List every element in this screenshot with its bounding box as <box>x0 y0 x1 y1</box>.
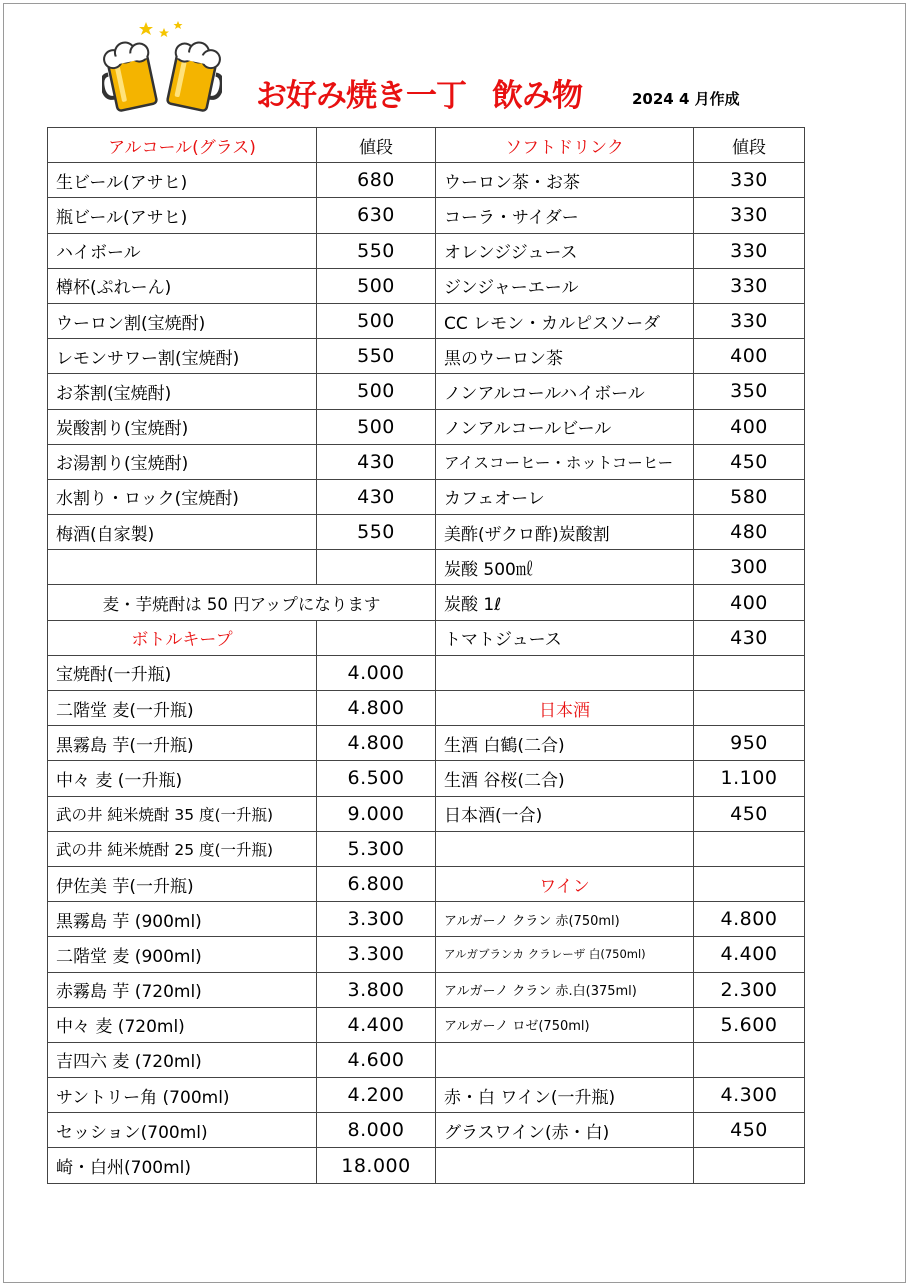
drink-price: 500 <box>317 374 436 409</box>
drink-price: 950 <box>694 726 805 761</box>
drink-name: ウーロン茶・お茶 <box>436 163 694 198</box>
empty-cell <box>436 1042 694 1077</box>
drink-name: 赤・白 ワイン(一升瓶) <box>436 1078 694 1113</box>
table-row <box>48 585 805 620</box>
drink-price: 330 <box>694 163 805 198</box>
drink-price: 330 <box>694 268 805 303</box>
drink-price: 680 <box>317 163 436 198</box>
table-row <box>48 1007 805 1042</box>
drink-name: オレンジジュース <box>436 233 694 268</box>
empty-cell <box>436 655 694 690</box>
drink-name: 黒のウーロン茶 <box>436 339 694 374</box>
drink-price: 550 <box>317 233 436 268</box>
table-row <box>48 268 805 303</box>
drink-name: トマトジュース <box>436 620 694 655</box>
table-row <box>48 163 805 198</box>
drink-name: 日本酒(一合) <box>436 796 694 831</box>
drink-name: 崎・白州(700ml) <box>48 1148 317 1183</box>
drink-name: アルガブランカ クラレーザ 白(750ml) <box>436 937 694 972</box>
empty-cell <box>694 1148 805 1183</box>
drink-price: 4.300 <box>694 1078 805 1113</box>
empty-cell <box>317 620 436 655</box>
table-row <box>48 198 805 233</box>
drink-price: 2.300 <box>694 972 805 1007</box>
drink-price: 480 <box>694 515 805 550</box>
table-row <box>48 937 805 972</box>
drink-name: アルガーノ クラン 赤(750ml) <box>436 902 694 937</box>
drink-price: 3.300 <box>317 937 436 972</box>
drink-price: 330 <box>694 303 805 338</box>
table-row <box>48 691 805 726</box>
drink-name: CC レモン・カルピスソーダ <box>436 303 694 338</box>
table-row <box>48 444 805 479</box>
drink-name: サントリー角 (700ml) <box>48 1078 317 1113</box>
empty-cell <box>694 1042 805 1077</box>
page-title <box>256 70 582 115</box>
drink-name: 生酒 谷桜(二合) <box>436 761 694 796</box>
table-row <box>48 972 805 1007</box>
drink-name: 赤霧島 芋 (720ml) <box>48 972 317 1007</box>
empty-cell <box>436 831 694 866</box>
drink-price: 4.800 <box>694 902 805 937</box>
shochu-surcharge-note: 麦・芋焼酎は 50 円アップになります <box>48 585 436 620</box>
drink-name: 宝焼酎(一升瓶) <box>48 655 317 690</box>
table-row <box>48 374 805 409</box>
table-row <box>48 1078 805 1113</box>
drink-price: 450 <box>694 444 805 479</box>
section-header-soft-drinks: ソフトドリンク <box>436 128 694 163</box>
drink-name: 炭酸 500㎖ <box>436 550 694 585</box>
drink-price: 4.200 <box>317 1078 436 1113</box>
drink-name: 水割り・ロック(宝焼酎) <box>48 479 317 514</box>
section-header-sake: 日本酒 <box>436 691 694 726</box>
drink-price: 430 <box>317 479 436 514</box>
drink-price: 5.600 <box>694 1007 805 1042</box>
drink-price: 450 <box>694 1113 805 1148</box>
title-main: お好み焼き一丁 <box>256 78 466 114</box>
table-row <box>48 1148 805 1183</box>
table-row <box>48 339 805 374</box>
drink-price: 1.100 <box>694 761 805 796</box>
drink-menu-table <box>47 127 805 1184</box>
drink-price: 430 <box>317 444 436 479</box>
price-header: 値段 <box>694 128 805 163</box>
drink-price: 4.800 <box>317 726 436 761</box>
drink-name: 生ビール(アサヒ) <box>48 163 317 198</box>
drink-name: セッション(700ml) <box>48 1113 317 1148</box>
drink-price: 9.000 <box>317 796 436 831</box>
drink-name: グラスワイン(赤・白) <box>436 1113 694 1148</box>
drink-price: 4.400 <box>317 1007 436 1042</box>
table-row <box>48 479 805 514</box>
drink-name: 樽杯(ぷれーん) <box>48 268 317 303</box>
section-header-bottle-keep: ボトルキープ <box>48 620 317 655</box>
drink-name: 武の井 純米焼酎 25 度(一升瓶) <box>48 831 317 866</box>
drink-price: 5.300 <box>317 831 436 866</box>
drink-name: アイスコーヒー・ホットコーヒー <box>436 444 694 479</box>
empty-cell <box>694 831 805 866</box>
drink-price: 4.000 <box>317 655 436 690</box>
drink-price: 330 <box>694 198 805 233</box>
table-row <box>48 515 805 550</box>
created-date: 2024 4 月作成 <box>632 90 740 108</box>
header-row <box>48 128 805 163</box>
drink-name: 黒霧島 芋 (900ml) <box>48 902 317 937</box>
drink-price: 4.800 <box>317 691 436 726</box>
empty-cell <box>694 866 805 901</box>
drink-price: 3.300 <box>317 902 436 937</box>
drink-name: 美酢(ザクロ酢)炭酸割 <box>436 515 694 550</box>
drink-name: アルガーノ クラン 赤.白(375ml) <box>436 972 694 1007</box>
drink-name: お湯割り(宝焼酎) <box>48 444 317 479</box>
drink-price: 550 <box>317 515 436 550</box>
table-row <box>48 796 805 831</box>
drink-name: 中々 麦 (720ml) <box>48 1007 317 1042</box>
table-row <box>48 655 805 690</box>
drink-price: 580 <box>694 479 805 514</box>
drink-price: 430 <box>694 620 805 655</box>
beer-mugs-cheers-icon <box>102 18 222 114</box>
drink-name: 炭酸割り(宝焼酎) <box>48 409 317 444</box>
empty-cell <box>317 550 436 585</box>
drink-price: 450 <box>694 796 805 831</box>
drink-price: 6.500 <box>317 761 436 796</box>
table-row <box>48 726 805 761</box>
section-header-alcohol-glass: アルコール(グラス) <box>48 128 317 163</box>
drink-name: 中々 麦 (一升瓶) <box>48 761 317 796</box>
drink-price: 8.000 <box>317 1113 436 1148</box>
drink-name: 黒霧島 芋(一升瓶) <box>48 726 317 761</box>
drink-price: 400 <box>694 409 805 444</box>
drink-name: 武の井 純米焼酎 35 度(一升瓶) <box>48 796 317 831</box>
section-header-wine: ワイン <box>436 866 694 901</box>
table-row <box>48 1113 805 1148</box>
drink-name: レモンサワー割(宝焼酎) <box>48 339 317 374</box>
drink-name: 梅酒(自家製) <box>48 515 317 550</box>
drink-price: 4.600 <box>317 1042 436 1077</box>
table-row <box>48 831 805 866</box>
table-row <box>48 1042 805 1077</box>
drink-name: 吉四六 麦 (720ml) <box>48 1042 317 1077</box>
drink-price: 6.800 <box>317 866 436 901</box>
drink-name: ジンジャーエール <box>436 268 694 303</box>
table-row <box>48 303 805 338</box>
table-row <box>48 620 805 655</box>
table-row <box>48 233 805 268</box>
price-header: 値段 <box>317 128 436 163</box>
drink-name: ウーロン割(宝焼酎) <box>48 303 317 338</box>
drink-price: 400 <box>694 585 805 620</box>
table-row <box>48 902 805 937</box>
table-row <box>48 866 805 901</box>
empty-cell <box>694 691 805 726</box>
table-row <box>48 409 805 444</box>
drink-price: 3.800 <box>317 972 436 1007</box>
table-row <box>48 761 805 796</box>
drink-name: カフェオーレ <box>436 479 694 514</box>
empty-cell <box>436 1148 694 1183</box>
drink-price: 550 <box>317 339 436 374</box>
drink-name: ノンアルコールビール <box>436 409 694 444</box>
drink-price: 400 <box>694 339 805 374</box>
drink-price: 18.000 <box>317 1148 436 1183</box>
drink-name: ノンアルコールハイボール <box>436 374 694 409</box>
drink-price: 630 <box>317 198 436 233</box>
drink-price: 300 <box>694 550 805 585</box>
empty-cell <box>48 550 317 585</box>
drink-name: 二階堂 麦 (900ml) <box>48 937 317 972</box>
drink-name: 生酒 白鶴(二合) <box>436 726 694 761</box>
drink-price: 4.400 <box>694 937 805 972</box>
drink-price: 500 <box>317 303 436 338</box>
drink-name: 二階堂 麦(一升瓶) <box>48 691 317 726</box>
title-sub: 飲み物 <box>492 78 582 114</box>
drink-name: 炭酸 1ℓ <box>436 585 694 620</box>
drink-name: コーラ・サイダー <box>436 198 694 233</box>
drink-name: 瓶ビール(アサヒ) <box>48 198 317 233</box>
drink-price: 330 <box>694 233 805 268</box>
drink-name: ハイボール <box>48 233 317 268</box>
drink-price: 350 <box>694 374 805 409</box>
drink-price: 500 <box>317 268 436 303</box>
drink-name: お茶割(宝焼酎) <box>48 374 317 409</box>
empty-cell <box>694 655 805 690</box>
drink-price: 500 <box>317 409 436 444</box>
table-row <box>48 550 805 585</box>
drink-name: 伊佐美 芋(一升瓶) <box>48 866 317 901</box>
drink-name: アルガーノ ロゼ(750ml) <box>436 1007 694 1042</box>
